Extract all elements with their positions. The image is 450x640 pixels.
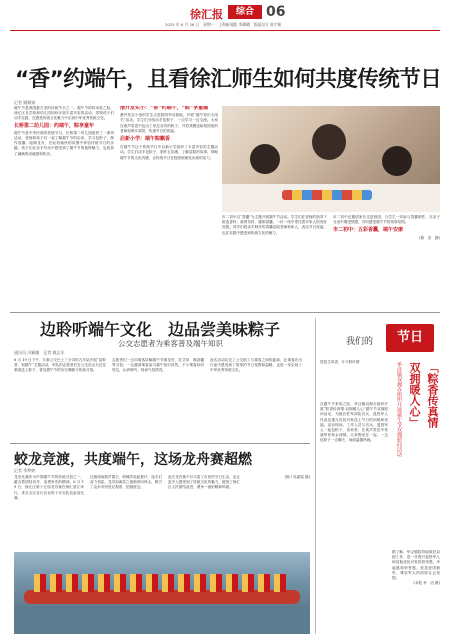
story1-col2: [120, 106, 218, 306]
story2-col3: [210, 358, 302, 440]
story1-col1: [14, 106, 114, 306]
story1-col4: [333, 215, 440, 307]
story2-subhead: 公交志愿者为乘客普及端午知识: [118, 339, 223, 348]
story3-col3-para: 此次龙舟赛不仅丰富了市民的节日生活，也让更多人感受到了传统文化的魅力，展现了徐汇区人民团结奋进、勇争一流的精神风貌。: [168, 475, 240, 490]
sidebar-byline: (本报 李 洁 摄): [413, 581, 440, 586]
page-number: 06: [266, 4, 286, 20]
story2-headline: 边聆听端午文化 边品尝美味粽子: [40, 320, 281, 339]
photo-rowers: [34, 574, 290, 592]
photo-sachets: [282, 190, 372, 200]
story1-col4-para: 市二初中还邀请家长走进校园，与学生一同参与香囊制作，在亲子互动中增进情感，共同感受端午节的浓厚氛围。: [333, 215, 440, 225]
photo-teacher: [312, 124, 346, 160]
masthead-logo: 徐汇报: [190, 8, 223, 21]
story1-col1-para: 端午节是我国最古老的传统节日之一。端午节即将来临之际，徐汇区各学校和幼儿园纷纷开展丰富多彩的活动，带领孩子们动手实践，在感受传统文化魅力中弘扬中华优秀传统文化。: [14, 106, 114, 121]
story1-sub2: 漕开发实小：“香”约端午，“粽”享童趣: [120, 106, 209, 111]
divider-1: [10, 312, 440, 313]
sidebar-intro-text: 悠悠艾草香，片片粽叶情: [320, 360, 360, 364]
story2-col1: [14, 358, 106, 440]
story1-sub4: 市二初中：五彩香囊，端午安康: [333, 227, 404, 234]
sidebar-banner: [320, 318, 440, 358]
story2-col1-para: 6 月 19 日下午，久事公交巴士三分司的九车队开展“品粽香、知端午”主题活动，车队的志愿者们在公交站点为过往乘客送上粽子，普及端午节的历史渊源与传统习俗。: [14, 358, 106, 373]
section-label: 综合: [235, 7, 254, 17]
sidebar-title-prefix: 我们的: [346, 337, 374, 347]
sidebar-headline-side: 华泾镇双拥办组织开展端午节双拥慰问活动: [396, 362, 402, 457]
photo-child-left: [250, 144, 280, 174]
sidebar-body2-para: 据了解，华泾镇将持续做好双拥工作，进一步提升退役军人和其他优抚对象的获得感、幸福感和荣誉感，营造爱国拥军、尊崇军人的浓厚社会氛围。: [392, 550, 440, 581]
story2-col2-para: 志愿者们一边向乘客讲解端午节赛龙舟、挂艾草、佩香囊等习俗，一边邀请乘客参与端午知识问答。不少乘客纷纷驻足，认真聆听，现场气氛热烈。: [112, 358, 204, 373]
photo-water: [14, 606, 310, 634]
section-badge: [228, 5, 262, 19]
story1-col2-para2: 在端午节这个传统节日中启新小学组织了丰富多彩的主题活动。学生们动手包粽子、制作五彩绳，了解屈原的故事，领略端午节的文化内涵，让传统节日在校园里焕发出新的活力。: [120, 145, 218, 160]
photo-child-right: [382, 146, 412, 176]
story1-sub3: 启新小学：端午粽飘香: [120, 136, 171, 143]
sidebar-headline-a: 「粽香传真情: [426, 362, 439, 428]
story2-byline: 通讯员 冯颖婕 记者 姚志军: [14, 350, 65, 355]
sidebar-body: [320, 402, 388, 634]
date-line: 2025 年 6 月 26 日 星期一 上海新闻版 李璐璐 版面设计 陈宇航: [165, 22, 282, 27]
sidebar-title: [386, 324, 434, 352]
story1-col3-para: 市二初中以“香囊”为主题开展端午节活动。学生们在老师的指导下挑选香料、裁剪布料、缝制香囊，一针一线中寄托着对家人的美好祝愿。同学们将亲手制作的香囊送给老师和家人，表达节日祝福，也在实践中感受到传统文化的魅力。: [222, 215, 327, 235]
divider-2: [10, 443, 310, 444]
story1-col3: [222, 215, 327, 307]
story1-byline: 记者 姚顺娟: [14, 100, 36, 105]
masthead: [0, 0, 450, 58]
story1-col1-para2: 端午节是中华民族的传统节日，长桥第二幼儿园组织了一系列活动，老师和孩子们一起了解端午节的由来，学习包粽子、制作香囊、绘制龙舟，在轻松愉快的氛围中体验传统节日的乐趣。孩子们在亲手劳动中感受到了端午节的独特魅力，也收获了满满的成就感和快乐。: [14, 130, 114, 156]
story2-col3-para: 此次活动拉近了公交职工与乘客之间的距离，让乘客在出行途中感受到了浓浓的节日氛围和温暖，也进一步弘扬了中华优秀传统文化。: [210, 358, 302, 373]
story1-sub1: 长桥第二幼儿园：约端午，粽享童年: [14, 122, 95, 129]
sidebar-body2: [392, 550, 440, 634]
sidebar-body-para: 在端午节来临之际，华泾镇双拥办组织开展“粽香传真情·双拥暖人心”端午节双拥慰问活动，为辖区驻军部队官兵、退役军人代表及重点优抚对象送上节日的问候和祝福。活动现场，工作人员与官兵、退役军人一起包粽子、话家常，在欢声笑语中传递军民鱼水深情。大家围坐在一起，一边包粽子一边聊天，场面温馨热闹。: [320, 402, 388, 443]
sidebar-vertical-rule: [315, 318, 316, 634]
story3-byline: 记者 季梦婷: [14, 468, 36, 473]
sidebar-title-text: 节日: [396, 330, 423, 345]
story3-caption: (图 / 吴嘉铭 摄): [284, 475, 310, 479]
sidebar-headline-box: [392, 362, 440, 547]
story2-col2: [112, 358, 204, 440]
story3-headline: 蛟龙竞渡，共度端午，这场龙舟赛超燃: [14, 452, 252, 468]
story3-photo: [14, 552, 310, 634]
story1-caption: (陈 洪 摄): [419, 235, 440, 240]
story1-photo: [222, 106, 440, 212]
story1-col2-para: 漕开发实小组织学生走进校园劳动基地，开展“端午知识大闯关”活动，学生们分组动手包粽子，一边学习一边交流。大家在欢声笑语中包出了形态各异的粽子，并将其赠送给校园里的老师和保安叔叔，传递节日的祝福。: [120, 113, 218, 133]
masthead-rule: [10, 30, 440, 31]
sidebar-headline-b: 双拥暖人心」: [408, 362, 421, 428]
story3-col1-para: 龙舟比赛作为中国端午节的传统习俗之一，蕴含着团结协作、奋勇争先的精神。6 月 19 日，徐汇区第十五届龙舟赛在徐汇滨江举行，来自全区各行各业的十余支队伍参加比赛。: [14, 475, 84, 500]
story1-headline: “香”约端午，且看徐汇师生如何共度传统节日: [15, 67, 442, 92]
story3-col2-para: 比赛现场鼓声震天、呐喊声此起彼伏，选手们奋力划桨，龙舟如离弦之箭般冲向终点，吸引了众多市民驻足观看、拍照留念。: [90, 475, 162, 490]
sidebar-intro: [320, 360, 388, 400]
photo-dragon-boat: [24, 590, 300, 604]
